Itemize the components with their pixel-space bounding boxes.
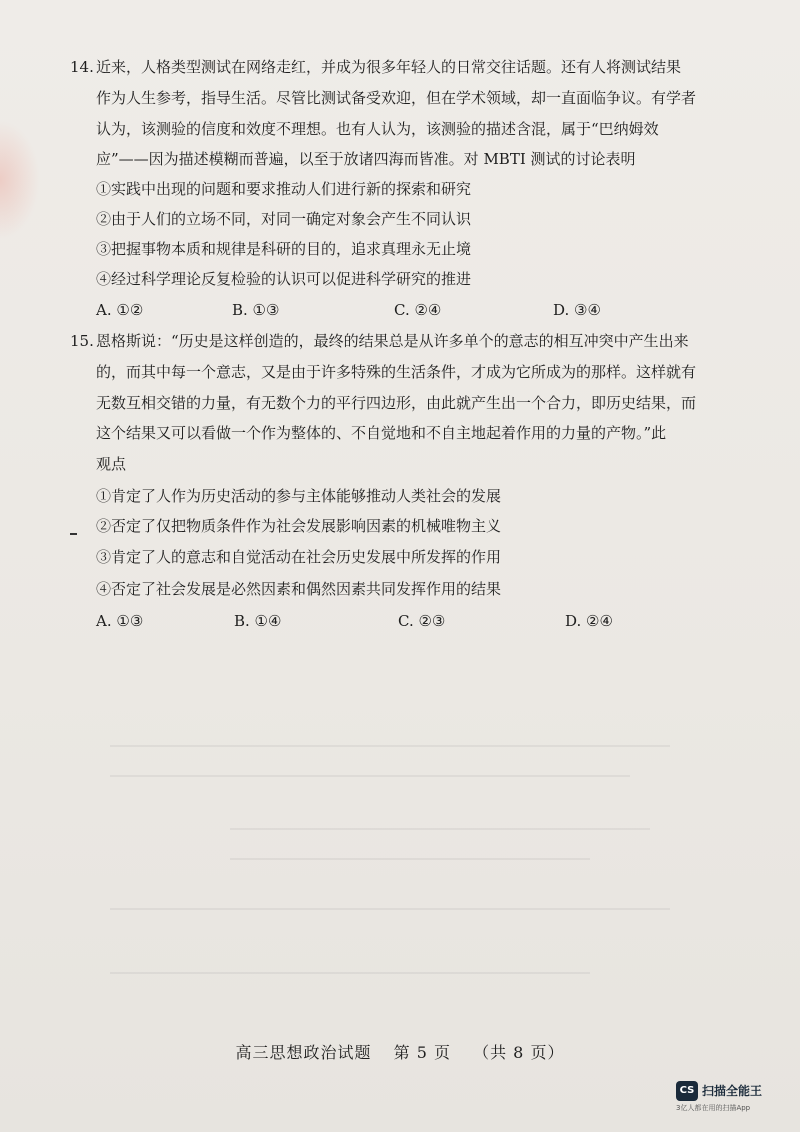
watermark-name: 扫描全能王 xyxy=(702,1084,763,1098)
page-total: （共 8 页） xyxy=(473,1043,565,1062)
statement-4: ④否定了社会发展是必然因素和偶然因素共同发挥作用的结果 xyxy=(96,580,502,598)
page-number: 第 5 页 xyxy=(393,1043,451,1062)
bleed-through-line xyxy=(110,908,670,910)
page-footer xyxy=(0,1042,800,1064)
bleed-through-line xyxy=(110,745,670,747)
statement-1: ①肯定了人作为历史活动的参与主体能够推动人类社会的发展 xyxy=(96,487,502,505)
question-stem-line: 近来，人格类型测试在网络走红，并成为很多年轻人的日常交往话题。还有人将测试结果 xyxy=(96,58,682,76)
question-stem-line: 恩格斯说：“历史是这样创造的，最终的结果总是从许多单个的意志的相互冲突中产生出来 xyxy=(96,332,689,350)
bleed-through-line xyxy=(110,972,590,974)
statement-3: ③把握事物本质和规律是科研的目的，追求真理永无止境 xyxy=(96,240,472,258)
option-a[interactable]: A. ①③ xyxy=(96,612,144,630)
option-c[interactable]: C. ②③ xyxy=(398,612,446,630)
question-stem-line: 应”——因为描述模糊而普遍，以至于放诸四海而皆准。对 MBTI 测试的讨论表明 xyxy=(96,150,636,168)
bleed-through-line xyxy=(230,828,650,830)
question-stem-line: 作为人生参考，指导生活。尽管比测试备受欢迎，但在学术领域，却一直面临争议。有学者 xyxy=(96,89,697,107)
camscanner-logo-icon: CS xyxy=(676,1081,698,1101)
bleed-through-line xyxy=(230,858,590,860)
option-b[interactable]: B. ①③ xyxy=(232,301,280,319)
question-stem-line: 无数互相交错的力量，有无数个力的平行四边形，由此就产生出一个合力，即历史结果，而 xyxy=(96,394,697,412)
question-number: 15. xyxy=(70,332,94,350)
question-stem-line: 的，而其中每一个意志，又是由于许多特殊的生活条件，才成为它所成为的那样。这样就有 xyxy=(96,363,697,381)
watermark-tagline: 3亿人都在用的扫描App xyxy=(676,1104,751,1112)
option-a[interactable]: A. ①② xyxy=(96,301,144,319)
question-number: 14. xyxy=(70,58,94,76)
bleed-through-line xyxy=(110,775,630,777)
page-stain xyxy=(0,120,40,240)
question-stem-line: 认为，该测验的信度和效度不理想。也有人认为，该测验的描述含混，属于“巴纳姆效 xyxy=(96,120,659,138)
statement-1: ①实践中出现的问题和要求推动人们进行新的探索和研究 xyxy=(96,180,472,198)
option-c[interactable]: C. ②④ xyxy=(394,301,442,319)
question-stem-line: 这个结果又可以看做一个作为整体的、不自觉地和不自主地起着作用的力量的产物。”此 xyxy=(96,424,667,442)
option-b[interactable]: B. ①④ xyxy=(234,612,282,630)
scanner-watermark xyxy=(676,1079,786,1115)
statement-2: ②否定了仅把物质条件作为社会发展影响因素的机械唯物主义 xyxy=(96,517,502,535)
exam-title: 高三思想政治试题 xyxy=(235,1043,372,1062)
margin-mark xyxy=(70,533,77,535)
statement-4: ④经过科学理论反复检验的认识可以促进科学研究的推进 xyxy=(96,270,472,288)
option-d[interactable]: D. ②④ xyxy=(565,612,613,630)
statement-2: ②由于人们的立场不同，对同一确定对象会产生不同认识 xyxy=(96,210,472,228)
option-d[interactable]: D. ③④ xyxy=(553,301,601,319)
question-stem-line: 观点 xyxy=(96,455,127,473)
statement-3: ③肯定了人的意志和自觉活动在社会历史发展中所发挥的作用 xyxy=(96,548,502,566)
